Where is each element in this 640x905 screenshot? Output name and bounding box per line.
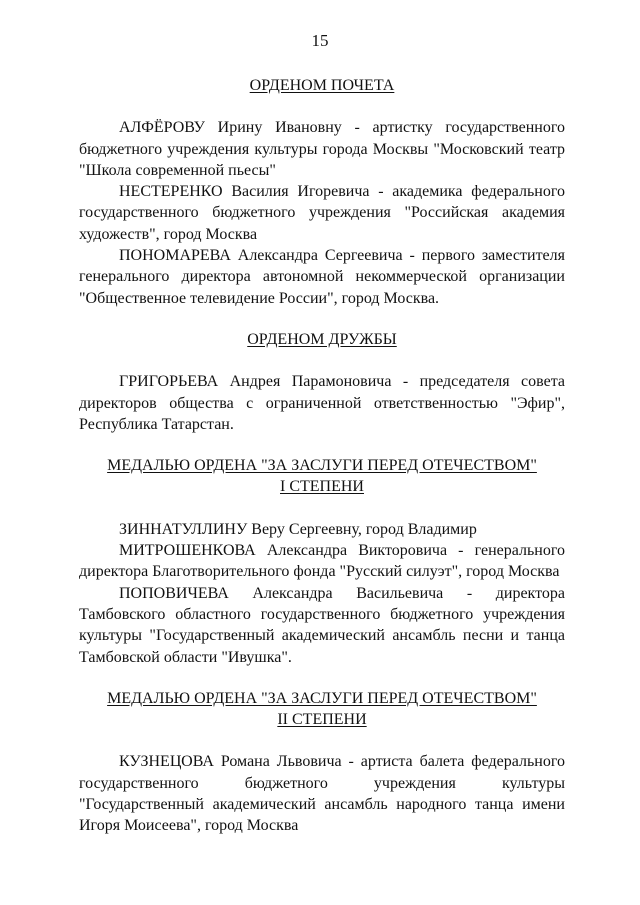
heading-line: I СТЕПЕНИ xyxy=(280,478,364,496)
award-entry: ПОНОМАРЕВА Александра Сергеевича - первого заместителя генерального директора автономной некоммерческой организации "Общественное телевидение России", город Москва. xyxy=(79,247,565,307)
award-entry: ЗИННАТУЛЛИНУ Веру Сергеевну, город Владимир xyxy=(119,520,477,538)
award-entry: ПОПОВИЧЕВА Александра Васильевича - директора Тамбовского областного государственного бюджетного учреждения культуры "Государственный академический ансамбль песни и танца Тамбовской области "Ивушка". xyxy=(79,584,565,666)
heading-line: ОРДЕНОМ ДРУЖБЫ xyxy=(247,330,397,348)
section-medal-first-degree xyxy=(79,455,565,668)
heading-line: МЕДАЛЬЮ ОРДЕНА "ЗА ЗАСЛУГИ ПЕРЕД ОТЕЧЕСТВОМ" xyxy=(107,689,537,707)
award-entry: МИТРОШЕНКОВА Александра Викторовича - генерального директора Благотворительного фонда "Русский силуэт", город Москва xyxy=(79,542,565,581)
award-entry: ГРИГОРЬЕВА Андрея Парамоновича - председателя совета директоров общества с ограниченной ответственностью "Эфир", Республика Татарстан. xyxy=(79,373,565,433)
section-order-of-honor xyxy=(79,75,565,309)
award-entry: НЕСТЕРЕНКО Василия Игоревича - академика федерального государственного бюджетного учреждения "Российская академия художеств", город Москва xyxy=(79,183,565,243)
document-body xyxy=(79,75,565,837)
page-number: 15 xyxy=(311,31,329,50)
section-medal-second-degree xyxy=(79,688,565,837)
heading-line: МЕДАЛЬЮ ОРДЕНА "ЗА ЗАСЛУГИ ПЕРЕД ОТЕЧЕСТВОМ" xyxy=(107,457,537,475)
section-heading xyxy=(79,329,565,350)
heading-line: II СТЕПЕНИ xyxy=(277,711,367,729)
section-heading xyxy=(79,455,565,498)
award-entry: КУЗНЕЦОВА Романа Львовича - артиста балета федерального государственного бюджетного учреждения культуры "Государственный академический ансамбль народного танца имени Игоря Моисеева", город Москва xyxy=(79,753,565,835)
award-entry: АЛФЁРОВУ Ирину Ивановну - артистку государственного бюджетного учреждения культуры города Москвы "Московский театр "Школа современной пьесы" xyxy=(79,119,565,179)
section-heading xyxy=(79,688,565,731)
section-heading xyxy=(79,75,565,96)
section-order-of-friendship xyxy=(79,329,565,435)
heading-line: ОРДЕНОМ ПОЧЕТА xyxy=(249,77,395,94)
